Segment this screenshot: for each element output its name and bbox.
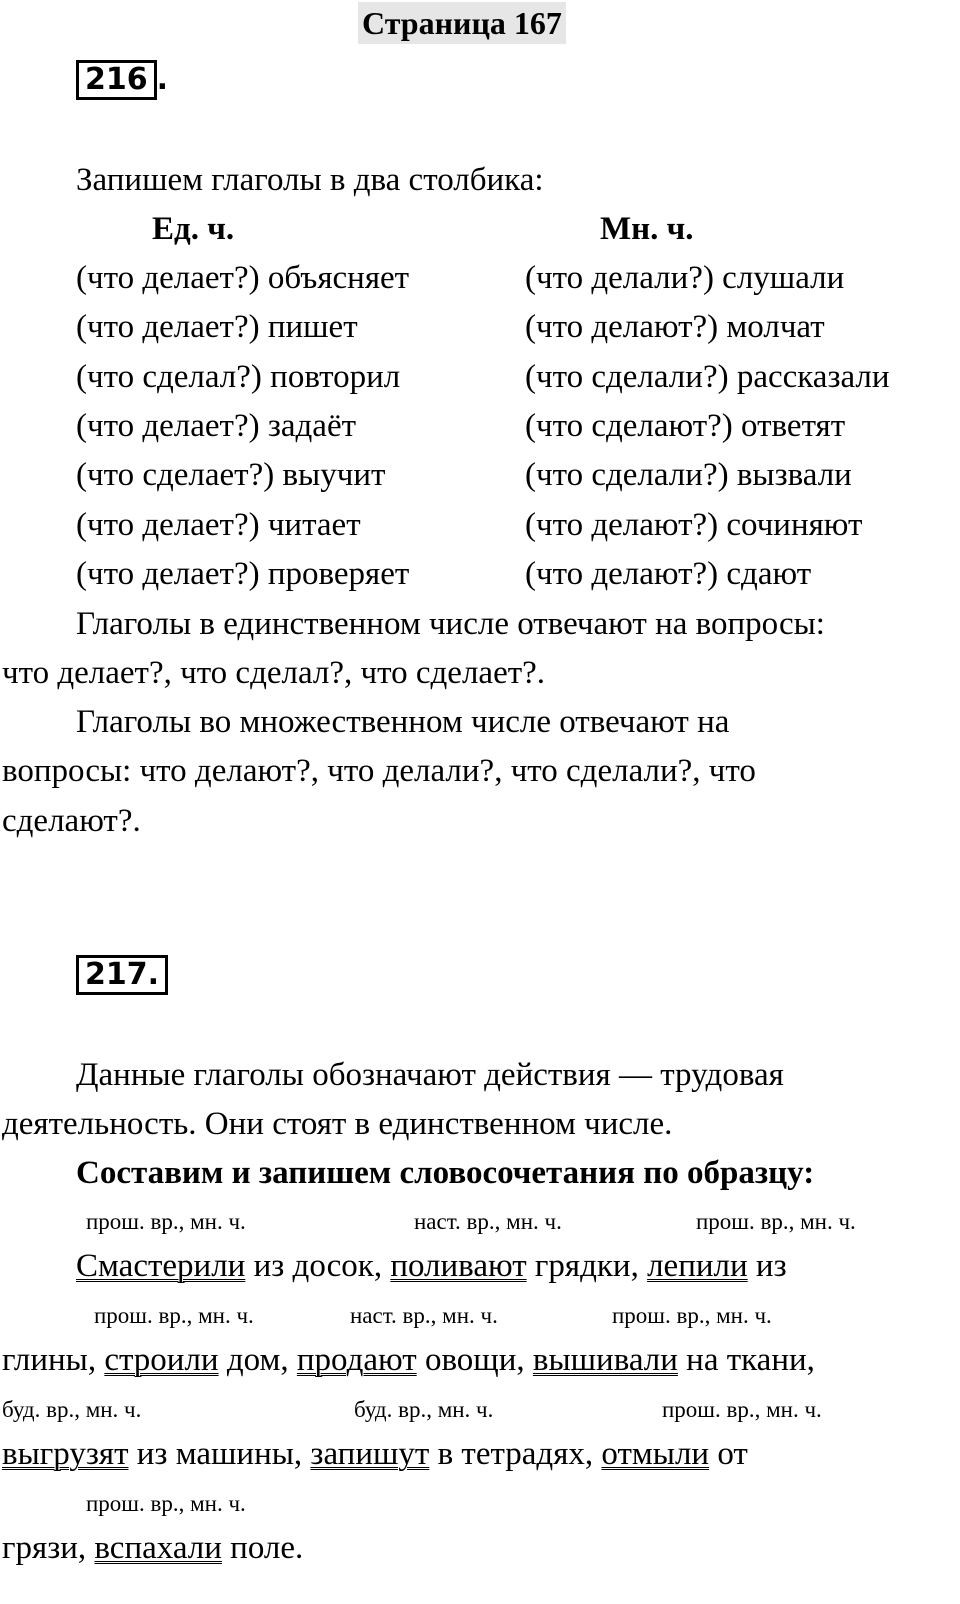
underlined-verb: отмыли — [601, 1436, 710, 1472]
phrase-text: грядки, — [526, 1248, 648, 1284]
phrase-text: глины, — [2, 1342, 105, 1378]
exercise-number-box: 217. — [76, 955, 168, 995]
paragraph-line: сделают?. — [2, 803, 141, 839]
paragraph-line: вопросы: что делают?, что делали?, что сделали?, что — [2, 753, 756, 789]
underlined-verb: поливают — [390, 1248, 527, 1284]
singular-verb-row: (что делает?) читает — [76, 507, 361, 543]
paragraph-line: Глаголы во множественном числе отвечают на — [76, 704, 730, 740]
phrase-text: от — [709, 1436, 748, 1472]
exercise-216-number — [76, 60, 168, 100]
phrase-text: поле. — [221, 1530, 304, 1566]
paragraph-line: Данные глаголы обозначают действия — трудовая — [76, 1057, 784, 1093]
underlined-verb: выгрузят — [2, 1436, 129, 1472]
phrase-text: грязи, — [2, 1530, 95, 1566]
phrase-text: в тетрадях, — [429, 1436, 602, 1472]
singular-verb-row: (что делает?) задаёт — [76, 408, 357, 444]
phrase-text: из машины, — [128, 1436, 311, 1472]
phrase-text: овощи, — [416, 1342, 533, 1378]
plural-verb-row: (что делают?) молчат — [525, 309, 825, 345]
grammar-annotation: буд. вр., мн. ч. — [354, 1397, 494, 1422]
underlined-verb: продают — [296, 1342, 417, 1378]
singular-verb-row: (что сделает?) выучит — [76, 457, 386, 493]
phrase-text: дом, — [218, 1342, 297, 1378]
underlined-verb: лепили — [647, 1248, 748, 1284]
exercise-216-intro: Запишем глаголы в два столбика: — [76, 162, 544, 198]
grammar-annotation: наст. вр., мн. ч. — [350, 1303, 498, 1328]
exercise-number-box: 216 — [76, 60, 157, 100]
grammar-annotation: прош. вр., мн. ч. — [86, 1491, 246, 1516]
phrase-text: из — [747, 1248, 787, 1284]
exercise-number-dot: . — [156, 62, 169, 97]
phrase-text: из досок, — [245, 1248, 391, 1284]
grammar-annotation: буд. вр., мн. ч. — [2, 1397, 142, 1422]
phrase-line — [2, 1528, 303, 1568]
singular-verb-row: (что делает?) проверяет — [76, 556, 410, 592]
grammar-annotation: наст. вр., мн. ч. — [414, 1209, 562, 1234]
grammar-annotation: прош. вр., мн. ч. — [696, 1209, 856, 1234]
underlined-verb: вспахали — [94, 1530, 222, 1566]
plural-verb-row: (что делают?) сочиняют — [525, 507, 863, 543]
paragraph-line: Глаголы в единственном числе отвечают на вопросы: — [76, 606, 825, 642]
exercise-217-number — [76, 955, 168, 995]
plural-verb-row: (что делают?) сдают — [525, 556, 812, 592]
plural-verb-row: (что сделали?) вызвали — [525, 457, 852, 493]
singular-verb-row: (что сделал?) повторил — [76, 359, 401, 395]
phrase-line — [2, 1434, 748, 1474]
grammar-annotation: прош. вр., мн. ч. — [662, 1397, 822, 1422]
column-header-singular: Ед. ч. — [152, 211, 235, 247]
plural-verb-row: (что сделают?) ответят — [525, 408, 846, 444]
column-header-plural: Мн. ч. — [600, 211, 694, 247]
task-heading: Составим и запишем словосочетания по образцу: — [76, 1155, 815, 1191]
plural-verb-row: (что сделали?) рассказали — [525, 359, 890, 395]
underlined-verb: запишут — [310, 1436, 430, 1472]
singular-verb-row: (что делает?) объясняет — [76, 260, 410, 296]
phrase-line — [76, 1246, 787, 1286]
phrase-line — [2, 1340, 815, 1380]
grammar-annotation: прош. вр., мн. ч. — [94, 1303, 254, 1328]
singular-verb-row: (что делает?) пишет — [76, 309, 358, 345]
plural-verb-row: (что делали?) слушали — [525, 260, 845, 296]
paragraph-line: что делает?, что сделал?, что сделает?. — [2, 655, 546, 691]
page-title: Страница 167 — [358, 2, 566, 44]
phrase-text: на ткани, — [677, 1342, 815, 1378]
paragraph-line: деятельность. Они стоят в единственном числе. — [2, 1106, 673, 1142]
grammar-annotation: прош. вр., мн. ч. — [86, 1209, 246, 1234]
underlined-verb: вышивали — [532, 1342, 678, 1378]
grammar-annotation: прош. вр., мн. ч. — [612, 1303, 772, 1328]
underlined-verb: Смастерили — [76, 1248, 246, 1284]
underlined-verb: строили — [104, 1342, 219, 1378]
